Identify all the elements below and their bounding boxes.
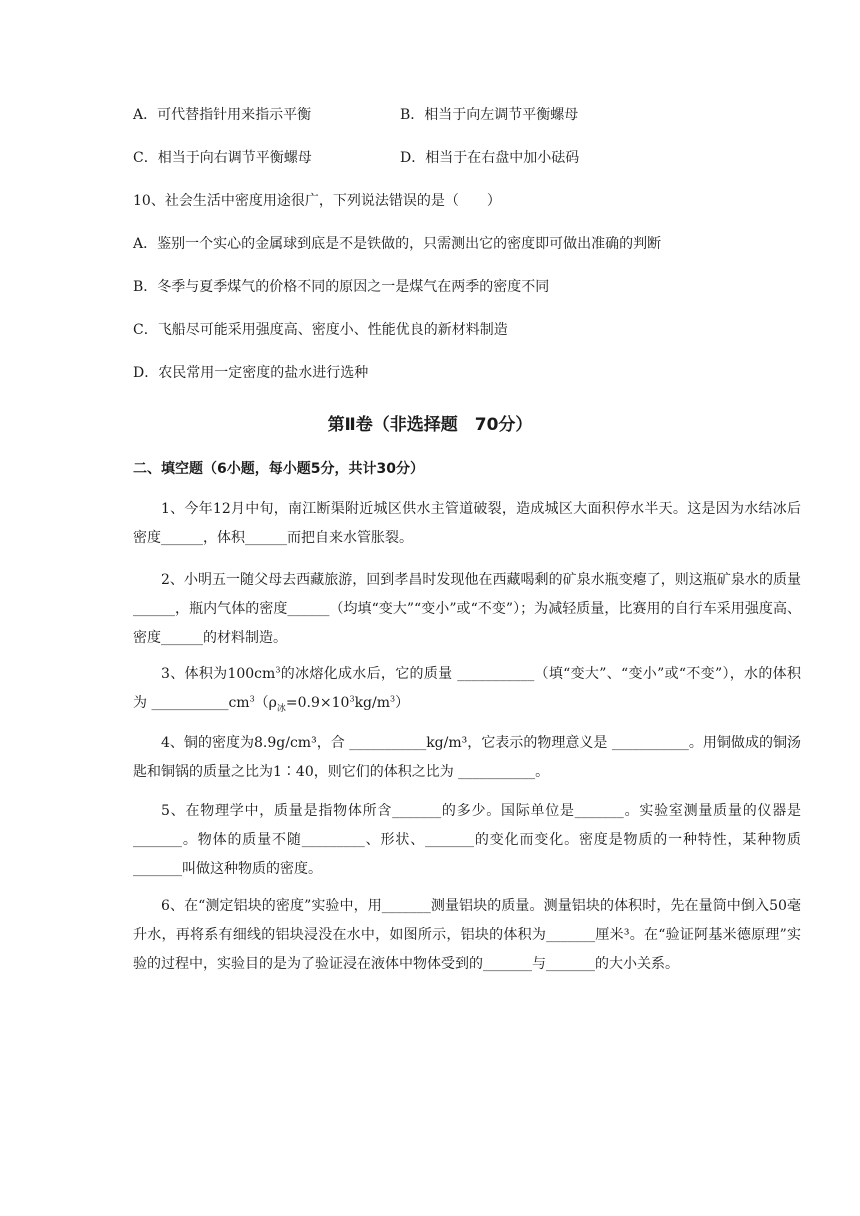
part2-title: 第Ⅱ卷（非选择题 70分）: [327, 415, 533, 435]
q10-option-d: D．农民常用一定密度的盐水进行选种: [133, 365, 369, 381]
q3-text-c: （ρ: [254, 695, 277, 711]
q9-option-c: C．相当于向右调节平衡螺母: [133, 150, 312, 166]
q3-sup-2: 3: [249, 694, 255, 704]
q3-text-d: =0.9×10: [285, 695, 350, 711]
q3-sup-3: 3: [349, 694, 355, 704]
q9-option-b: B．相当于向左调节平衡螺母: [400, 107, 579, 123]
q3-sub-ice: 冰: [276, 703, 286, 714]
q10-option-b: B．冬季与夏季煤气的价格不同的原因之一是煤气在两季的密度不同: [133, 279, 550, 295]
fill-question-5: 5、在物理学中，质量是指物体所含_______的多少。国际单位是_______。实验室测量质量的仪器是_______。物体的质量不随_________、形状、_______的变化而变化。密度是物质的一种特性，某种物质_______叫做这种物质的密度。: [133, 803, 801, 877]
q3-text-a: 3、体积为100cm: [161, 666, 276, 682]
fill-question-1: 1、今年12月中旬，南江断渠附近城区供水主管道破裂，造成城区大面积停水半天。这是因为水结冰后密度______，体积______而把自来水管胀裂。: [133, 501, 801, 546]
fill-question-2: 2、小明五一随父母去西藏旅游，回到孝昌时发现他在西藏喝剩的矿泉水瓶变瘪了，则这瓶矿泉水的质量______，瓶内气体的密度______（均填“变大”“变小”或“不变”）；为减轻质量，比赛用的自行车采用强度高、密度______的材料制造。: [133, 572, 801, 646]
q9-option-d: D．相当于在右盘中加小砝码: [400, 150, 580, 166]
fill-question-3: [133, 660, 801, 718]
q10-option-a: A．鉴别一个实心的金属球到底是不是铁做的，只需测出它的密度即可做出准确的判断: [133, 236, 662, 252]
q3-sup-1: 3: [275, 665, 281, 675]
q3-text-f: ）: [395, 695, 410, 711]
q9-option-a: A．可代替指针用来指示平衡: [133, 107, 312, 123]
q3-sup-4: 3: [390, 694, 396, 704]
q3-text-e: kg/m: [354, 695, 390, 711]
section-title: 二、填空题（6小题，每小题5分，共计30分）: [133, 461, 424, 477]
fill-question-6: 6、在“测定铝块的密度”实验中，用_______测量铝块的质量。测量铝块的体积时，先在量筒中倒入50毫升水，再将系有细线的铝块浸没在水中，如图所示，铝块的体积为_______厘米³。在“验证阿基米德原理”实验的过程中，实验目的是为了验证浸在液体中物体受到的_______与_______的大小关系。: [133, 898, 801, 972]
q10-option-c: C．飞船尽可能采用强度高、密度小、性能优良的新材料制造: [133, 322, 508, 338]
q3-text-b: 的冰熔化成水后，它的质量 ___________（填“变大”、“变小”或“不变”），水的体积为 ___________cm: [133, 666, 801, 711]
fill-question-4: 4、铜的密度为8.9g/cm³，合 ___________kg/m³，它表示的物理意义是 ___________。用铜做成的铜汤匙和铜锅的质量之比为1∶40，则它们的体积之比为 ___________。: [133, 735, 801, 780]
q10-stem: 10、社会生活中密度用途很广，下列说法错误的是（ ）: [133, 193, 501, 209]
